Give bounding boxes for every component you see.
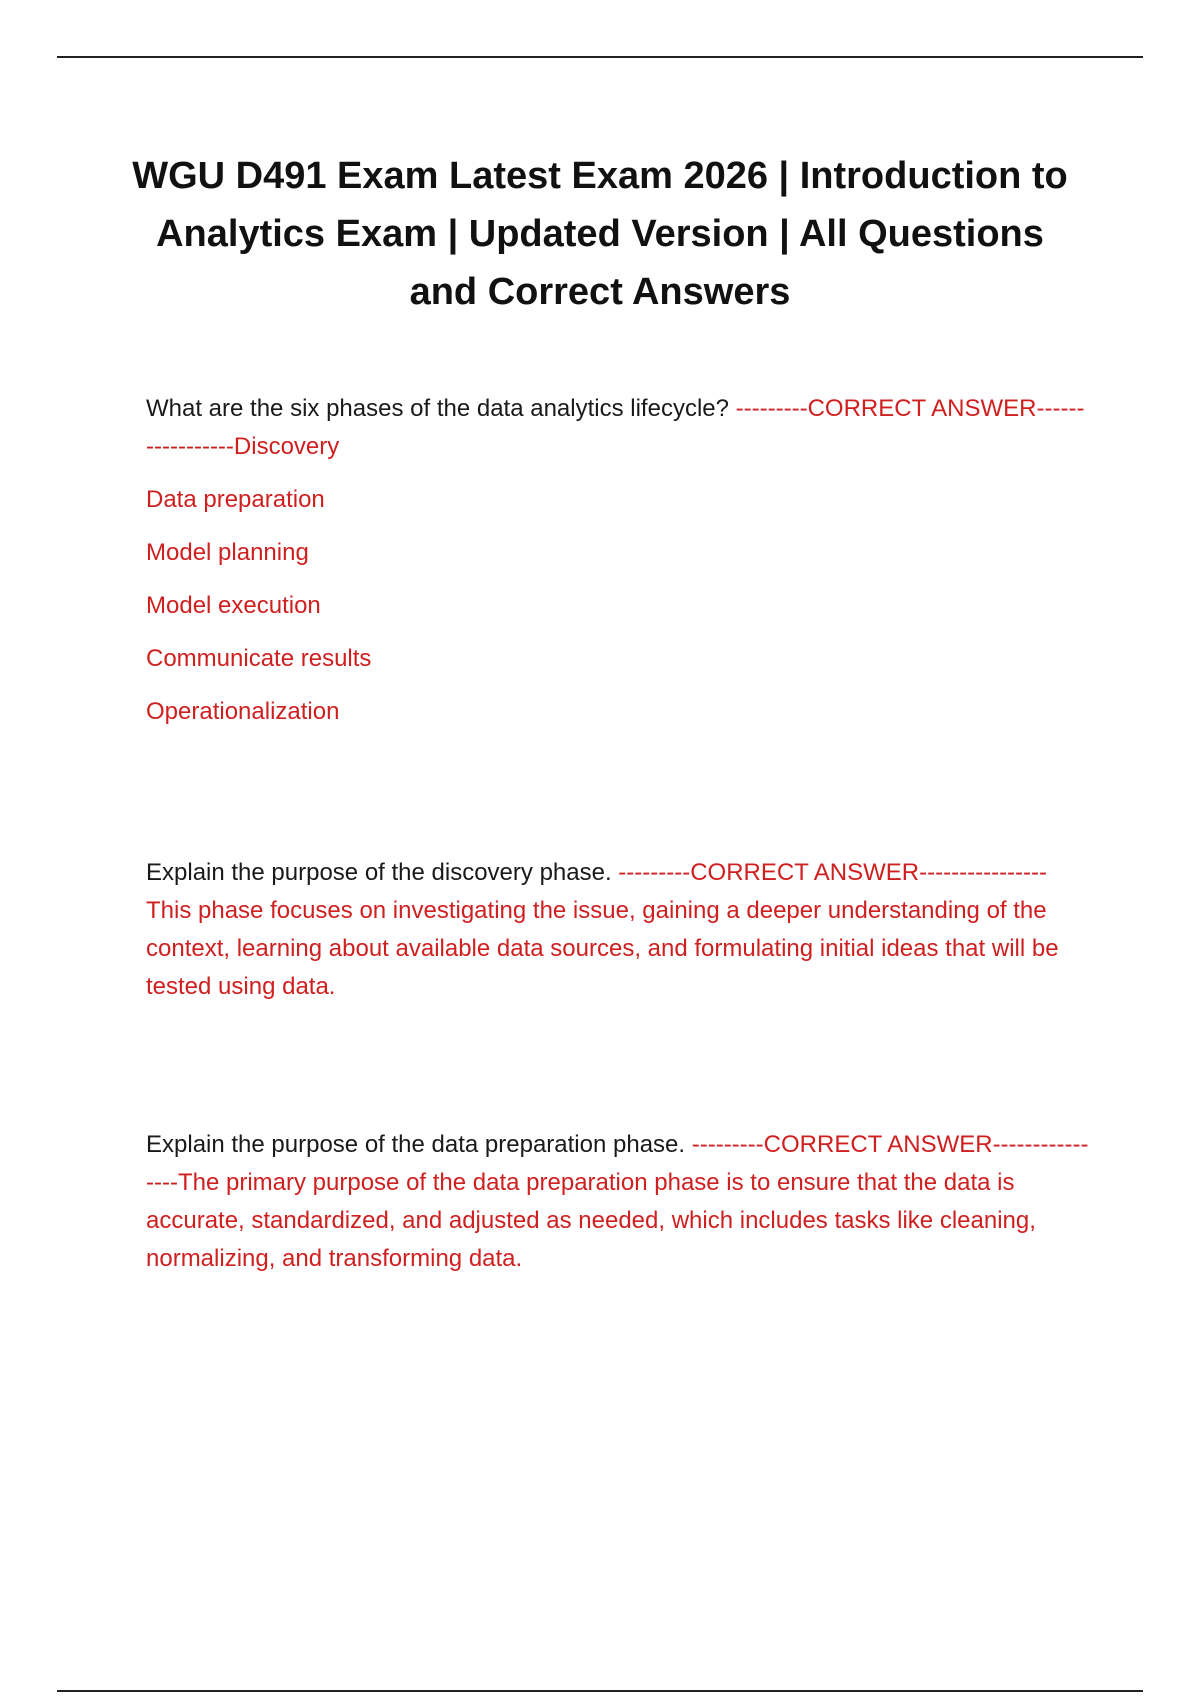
list-item: Model planning [146,539,309,566]
qa-block-discovery-phase [146,854,1090,1006]
qa-paragraph [146,1126,1090,1278]
answer-text: This phase focuses on investigating the issue, gaining a deeper understanding of the context, learning about available data sources, and formulating initial ideas that will be tested using data. [146,897,1059,1000]
answer-marker: ---------CORRECT ANSWER---------------- [618,859,1048,886]
answer-text: Discovery [233,433,340,460]
answer-text: The primary purpose of the data preparation phase is to ensure that the data is accurate, standardized, and adjusted as needed, which includes tasks like cleaning, normalizing, and transforming data. [146,1169,1036,1272]
list-item: Operationalization [146,698,340,725]
footer-rule [57,1690,1143,1692]
document-title: WGU D491 Exam Latest Exam 2026 | Introduction to Analytics Exam | Updated Version | All Questions and Correct Answers [132,155,1068,313]
question-text: Explain the purpose of the data preparation phase. [146,1131,692,1158]
answer-marker: ---------CORRECT ANSWER---------------- [146,1131,1089,1196]
phase-list [146,481,1090,731]
answer-marker: ---------CORRECT ANSWER----------------- [146,395,1085,460]
question-text: What are the six phases of the data analytics lifecycle? [146,395,736,422]
question-text: Explain the purpose of the discovery phase. [146,859,619,886]
header-rule [57,56,1143,58]
qa-paragraph [146,390,1090,466]
list-item: Communicate results [146,645,372,672]
list-item: Data preparation [146,486,325,513]
list-item: Model execution [146,592,321,619]
qa-block-lifecycle-phases [146,390,1090,746]
qa-block-data-preparation-phase [146,1126,1090,1278]
qa-paragraph [146,854,1090,1006]
